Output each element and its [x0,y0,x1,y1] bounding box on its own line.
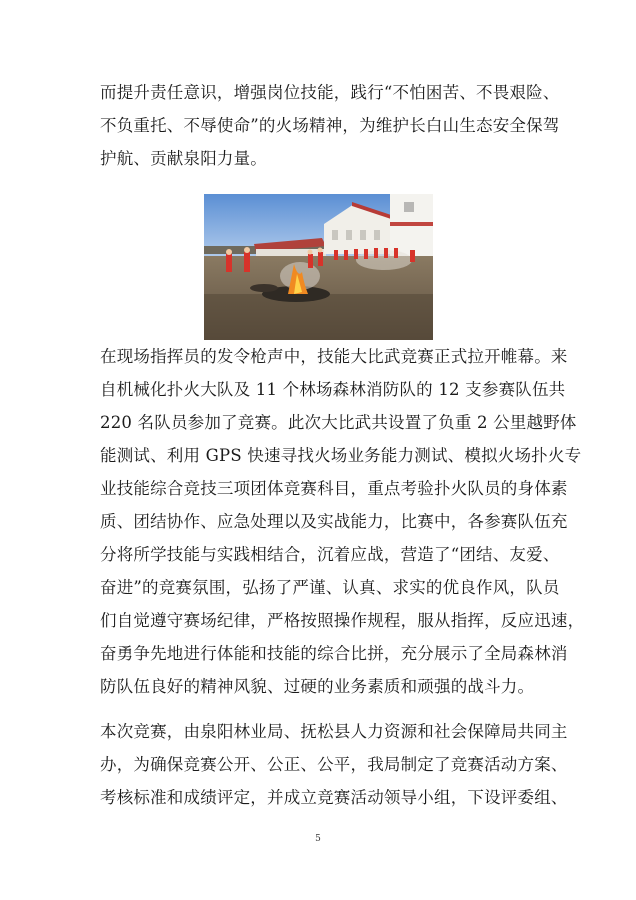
text-line: 不负重托、不辱使命”的火场精神，为维护长白山生态安全保驾 [100,116,560,135]
text-line: 办，为确保竞赛公开、公正、公平，我局制定了竞赛活动方案、 [100,755,568,774]
text-line: 分将所学技能与实践相结合，沉着应战，营造了“团结、友爱、 [100,545,560,564]
text-line: 业技能综合竞技三项团体竞赛科目，重点考验扑火队员的身体素 [100,479,568,498]
text-line: 质、团结协作、应急处理以及实战能力，比赛中，各参赛队伍充 [100,512,568,531]
text-line: 而提升责任意识，增强岗位技能，践行“不怕困苦、不畏艰险、 [100,83,560,102]
paragraph-1 [100,76,560,175]
text-line: 护航、贡献泉阳力量。 [100,149,267,168]
text-line: 奋进”的竞赛氛围，弘扬了严谨、认真、求实的优良作风，队员 [100,578,560,597]
page-number: 5 [315,834,321,844]
text-line: 奋勇争先地进行体能和技能的综合比拼，充分展示了全局森林消 [100,644,568,663]
text-line: 能测试、利用 GPS 快速寻找火场业务能力测试、模拟火场扑火专 [100,446,582,465]
paragraph-3 [100,715,568,814]
text-line: 220 名队员参加了竞赛。此次大比武共设置了负重 2 公里越野体 [100,413,577,432]
paragraph-2 [100,340,585,703]
text-line: 自机械化扑火大队及 11 个林场森林消防队的 12 支参赛队伍共 [100,380,566,399]
text-line: 本次竞赛，由泉阳林业局、抚松县人力资源和社会保障局共同主 [100,722,568,741]
firefighting-competition-photo [204,194,433,340]
text-line: 在现场指挥员的发令枪声中，技能大比武竞赛正式拉开帷幕。来 [100,347,568,366]
text-line: 考核标准和成绩评定，并成立竞赛活动领导小组，下设评委组、 [100,788,568,807]
text-line: 防队伍良好的精神风貌、过硬的业务素质和顽强的战斗力。 [100,677,535,696]
text-line: 们自觉遵守赛场纪律，严格按照操作规程，服从指挥，反应迅速， [100,611,585,630]
